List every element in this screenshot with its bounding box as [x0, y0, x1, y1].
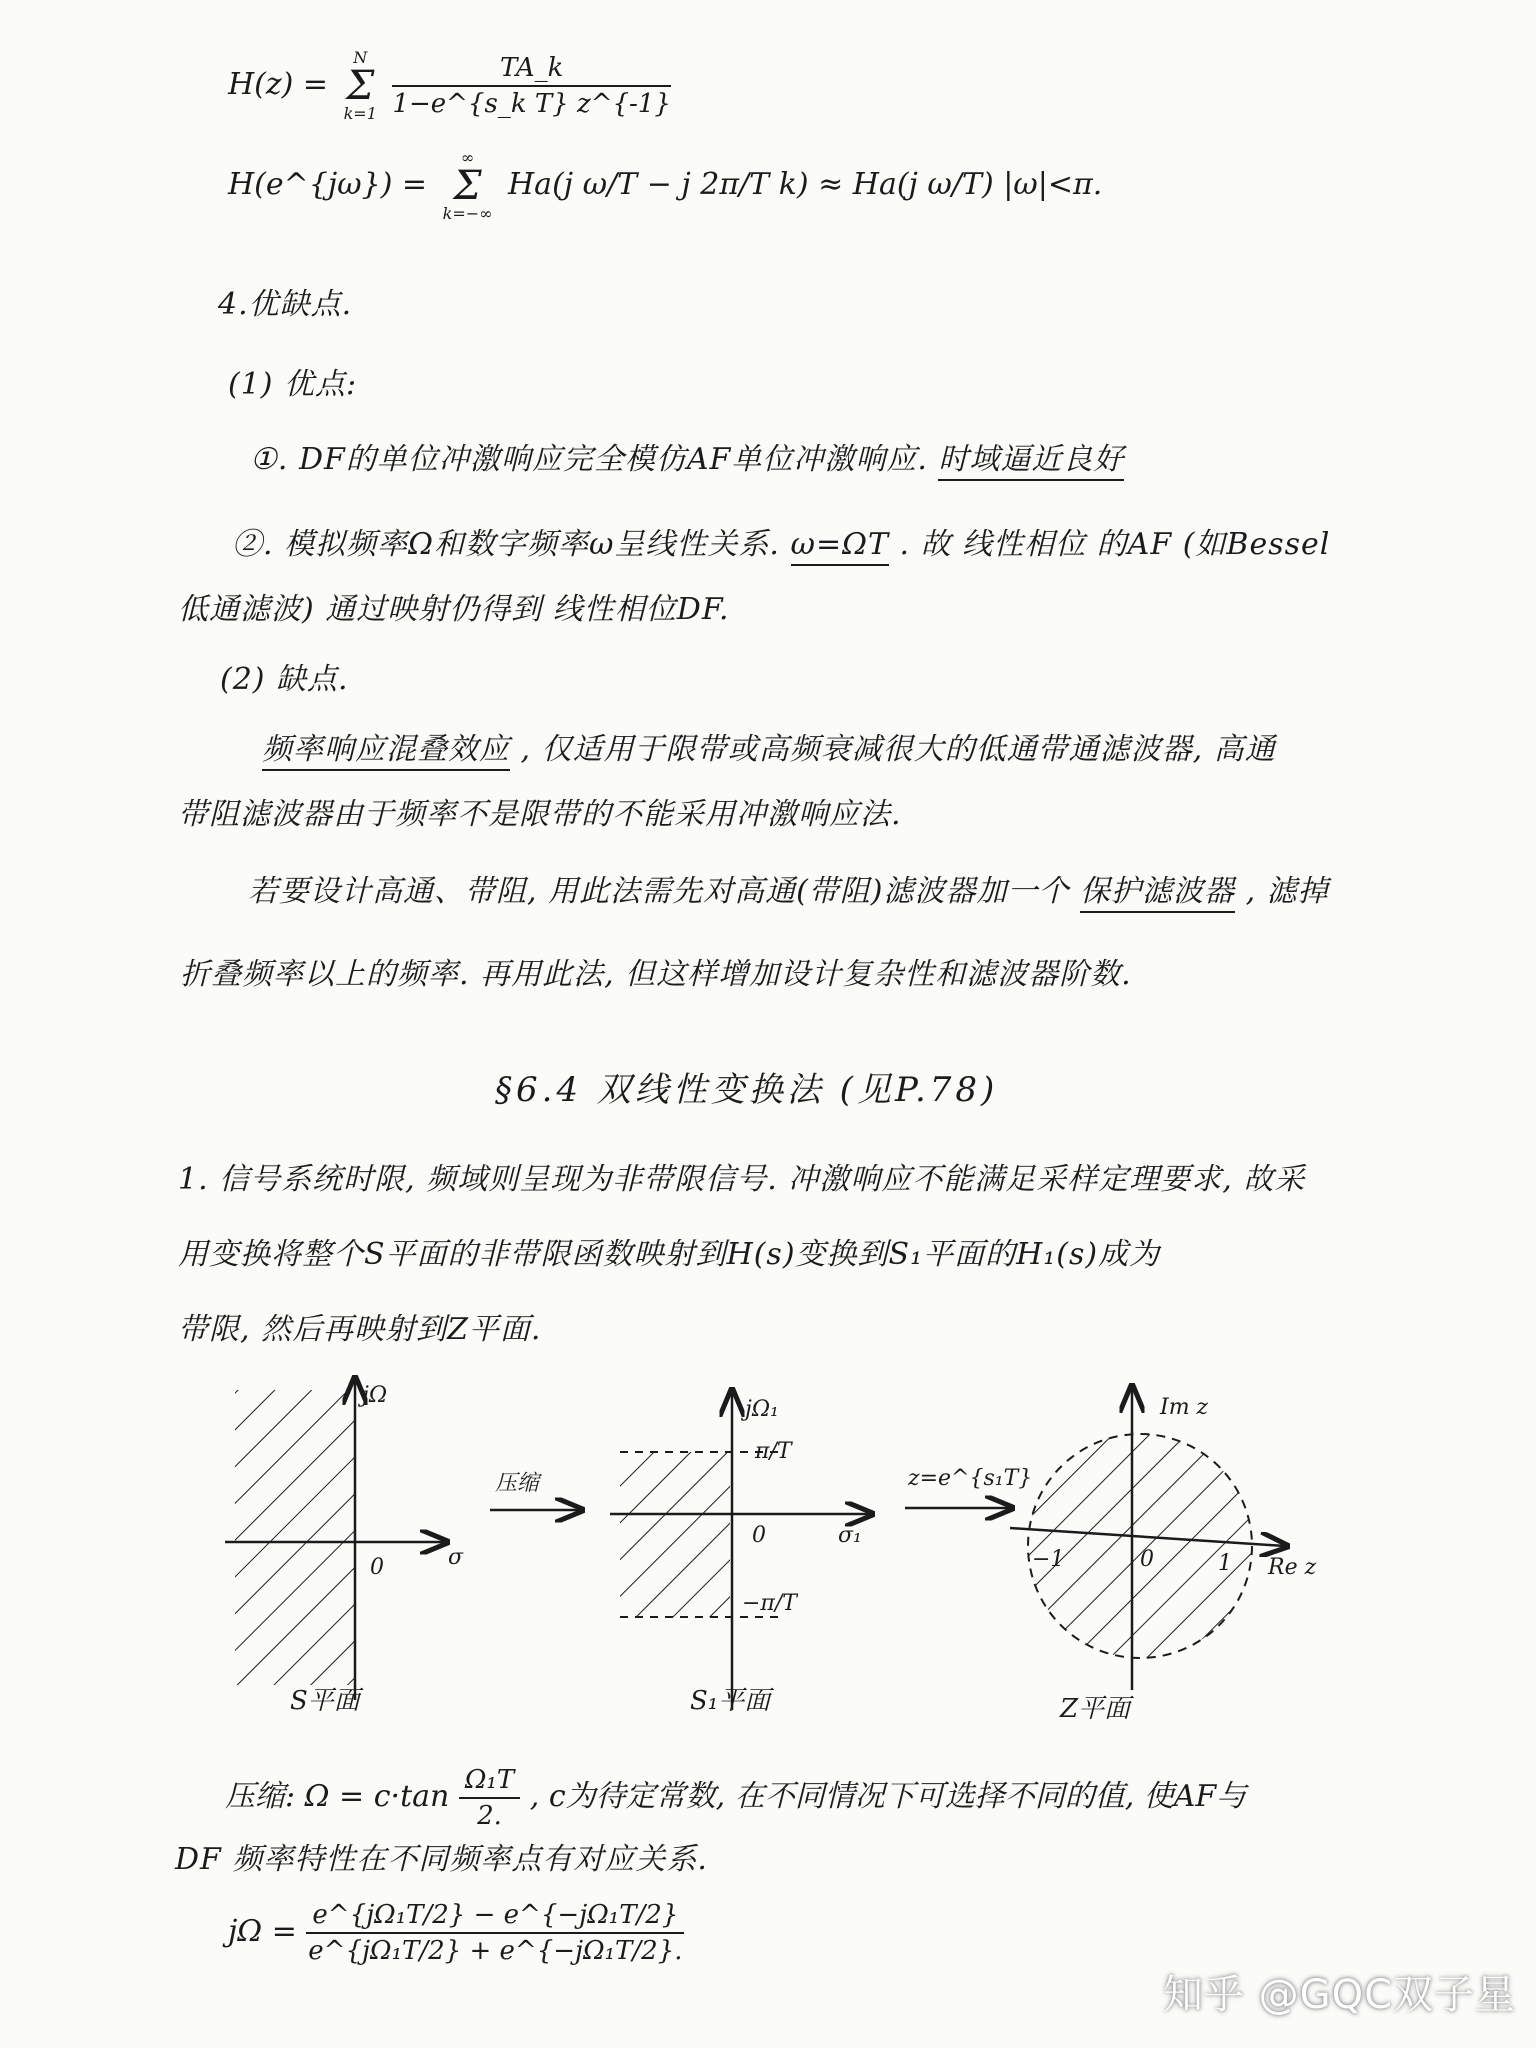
s-plane	[225, 1380, 464, 1700]
s-plane-axis-y-label: jΩ	[362, 1383, 388, 1408]
z-plane-axis-x-label: Re z	[1268, 1555, 1317, 1580]
sum-symbol: N Σ k=1	[343, 48, 377, 123]
pro-1: ①. DF的单位冲激响应完全模仿AF单位冲激响应. 时域逼近良好	[250, 440, 1124, 480]
s-plane-caption: S平面	[290, 1686, 360, 1716]
para-1-line-2: 用变换将整个S平面的非带限函数映射到H(s)变换到S₁平面的H₁(s)成为	[178, 1237, 1161, 1272]
sum-symbol: ∞ Σ k=−∞	[442, 148, 493, 223]
con-2: 若要设计高通、带阻, 用此法需先对高通(带阻)滤波器加一个 保护滤波器 , 滤掉	[248, 872, 1329, 912]
arrow-z-map-label: z=e^{s₁T}	[908, 1466, 1033, 1491]
z-plane	[1010, 1388, 1317, 1690]
con-1-cont: 带阻滤波器由于频率不是限带的不能采用冲激响应法.	[178, 797, 902, 832]
z-plane-one: 1	[1218, 1551, 1232, 1576]
s1-plane-strip-hatch	[620, 1452, 730, 1617]
s-plane-axis-x-label: σ	[448, 1545, 464, 1570]
pro-2-cont: 低通滤波) 通过映射仍得到 线性相位DF.	[178, 592, 730, 627]
s1-plane-bottom-label: −π/T	[742, 1591, 797, 1616]
h-ejw-lhs: H(e^{jω}) =	[228, 167, 428, 202]
con-2-cont: 折叠频率以上的频率. 再用此法, 但这样增加设计复杂性和滤波器阶数.	[180, 957, 1132, 992]
arrow-compress	[490, 1471, 580, 1510]
arrow-compress-label: 压缩	[495, 1471, 540, 1496]
s-plane-origin: 0	[370, 1555, 384, 1580]
pros-cons-heading: 4.优缺点.	[218, 287, 353, 322]
z-plane-axis-y-label: Im z	[1160, 1395, 1209, 1420]
s1-plane-top-label: π/T	[755, 1439, 792, 1464]
formula-h-ejw	[228, 150, 1102, 222]
zhihu-watermark: 知乎 @GQC双子星	[1162, 1972, 1516, 2018]
s1-plane-axis-y-label: jΩ₁	[745, 1397, 779, 1422]
diagram-svg	[0, 1370, 1536, 1720]
jomega-fraction: $\frac{\text{e\textasciicircum{}\{jΩ₁T/2\} − e\textasciicircum{}\{−jΩ₁T/2\}}}{\text{e\textasciicircum{}\{jΩ₁T/2\} + e\textasciicircum{}\{−jΩ₁T/2\}.}}$	[308, 1900, 683, 1966]
compress-formula: 压缩: Ω = c·tan $\frac{\text{Ω₁T}}{2.}$ , c为待定常数, 在不同情况下可选择不同的值, 使AF与	[225, 1765, 1247, 1831]
h-z-fraction: $\frac{TA\_k}{\text{1−e\textasciicircum{}\{s\_k T\} z\textasciicircum{}\{-1\}}}$	[392, 53, 671, 119]
pros-title: (1) 优点:	[228, 367, 358, 402]
compress-cont: DF 频率特性在不同频率点有对应关系.	[175, 1842, 708, 1877]
s1-plane-caption: S₁平面	[690, 1686, 771, 1716]
s1-plane-axis-x-label: σ₁	[838, 1523, 862, 1548]
z-plane-minus-one: −1	[1032, 1547, 1065, 1572]
para-1-line-3: 带限, 然后再映射到Z平面.	[178, 1312, 542, 1347]
h-ejw-rhs: Ha(j ω/T − j 2π/T k) ≈ Ha(j ω/T) |ω|<π.	[508, 167, 1103, 202]
compress-fraction: $\frac{\text{Ω₁T}}{2.}$	[459, 1765, 520, 1831]
jomega-formula: jΩ = $\frac{\text{e\textasciicircum{}\{jΩ₁T/2\} − e\textasciicircum{}\{−jΩ₁T/2\}}}{\text{e\textasciicircum{}\{jΩ₁T/2\} + e\textasciicircum{}\{−jΩ₁T/2\}.}}$	[228, 1900, 683, 1966]
s1-plane-origin: 0	[752, 1523, 766, 1548]
formula-h-z	[228, 50, 671, 122]
z-plane-caption: Z平面	[1060, 1694, 1131, 1724]
pro-2: ②. 模拟频率Ω和数字频率ω呈线性关系. ω=ΩT . 故 线性相位 的AF (如Bessel	[232, 525, 1330, 565]
para-1-line-1: 1. 信号系统时限, 频域则呈现为非带限信号. 冲激响应不能满足采样定理要求, 故采	[178, 1162, 1306, 1197]
mapping-diagram	[0, 1370, 1536, 1724]
cons-title: (2) 缺点.	[220, 662, 349, 697]
s-plane-left-half-hatch	[235, 1390, 355, 1685]
h-z-lhs: H(z) =	[228, 67, 329, 102]
section-title: §6.4 双线性变换法 (见P.78)	[495, 1070, 999, 1110]
s1-plane	[610, 1392, 870, 1710]
arrow-z-map	[905, 1466, 1032, 1508]
con-1: 频率响应混叠效应 , 仅适用于限带或高频衰减很大的低通带通滤波器, 高通	[262, 730, 1276, 770]
z-plane-origin: 0	[1140, 1547, 1154, 1572]
